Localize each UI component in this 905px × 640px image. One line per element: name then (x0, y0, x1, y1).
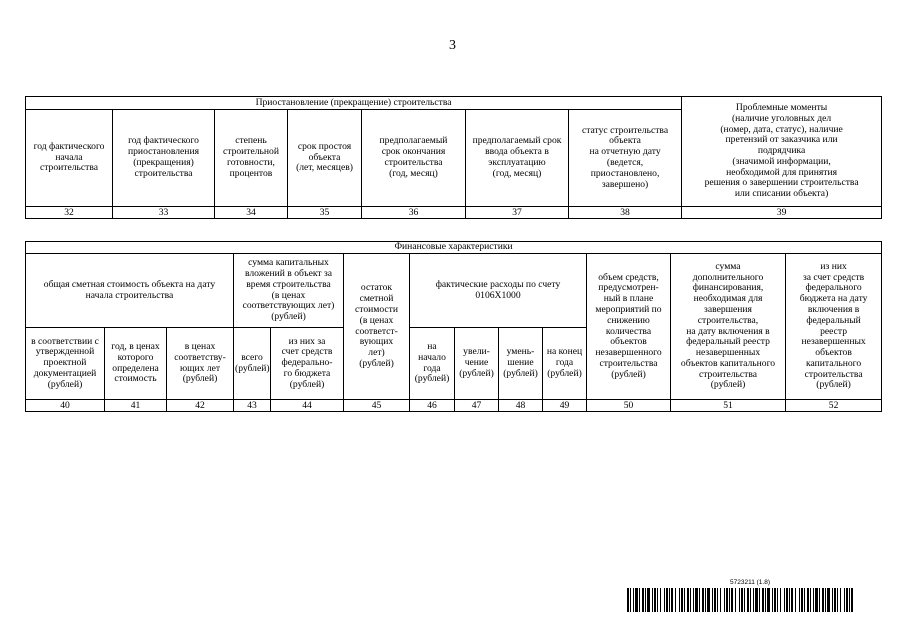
remaining-estimate-header: остаток сметной стоимости (в ценах соответст- вующих лет) (рублей) (344, 254, 410, 400)
column-number: 33 (113, 207, 215, 219)
col-44-header: из них за счет средств федерально- го бюджета (рублей) (271, 328, 344, 400)
column-number: 46 (410, 400, 455, 412)
column-number: 41 (105, 400, 167, 412)
plan-volume-header: объем средств, предусмотрен- ный в плане мероприятий по снижению количества объектов незавершенного строительства (рублей) (587, 254, 671, 400)
column-number: 47 (455, 400, 499, 412)
capital-investment-header: сумма капитальных вложений в объект за время строительства (в ценах соответствующих лет) (рублей) (234, 254, 344, 328)
suspension-table (25, 96, 882, 219)
col-40-header: в соответствии с утвержденной проектной документацией (рублей) (26, 328, 105, 400)
col-35-header: срок простоя объекта (лет, месяцев) (288, 110, 362, 207)
col-42-header: в ценах соответству- ющих лет (рублей) (167, 328, 234, 400)
column-number: 45 (344, 400, 410, 412)
column-number: 43 (234, 400, 271, 412)
column-number: 51 (671, 400, 786, 412)
barcode-icon (627, 588, 857, 612)
column-number: 37 (466, 207, 569, 219)
col-43-header: всего (рублей) (234, 328, 271, 400)
col-41-header: год, в ценах которого определена стоимость (105, 328, 167, 400)
column-number: 36 (362, 207, 466, 219)
additional-financing-header: сумма дополнительного финансирования, необходимая для завершения строительства, на дату включения в федеральный реестр незавершенных объектов капитального строительства (рублей) (671, 254, 786, 400)
actual-expenses-header: фактические расходы по счету 0106Х1000 (410, 254, 587, 328)
column-number: 52 (786, 400, 882, 412)
column-number: 32 (26, 207, 113, 219)
column-number: 38 (569, 207, 682, 219)
col-46-header: на начало года (рублей) (410, 328, 455, 400)
column-number: 39 (682, 207, 882, 219)
column-number: 34 (215, 207, 288, 219)
problem-moments-header: Проблемные моменты (наличие уголовных дел (номер, дата, статус), наличие претензий от заказчика или подрядчика (значимой информации, необходимой для принятия решения о завершении строительства или списании объекта) (682, 97, 882, 207)
financial-group-header: Финансовые характеристики (26, 242, 882, 254)
col-48-header: умень- шение (рублей) (499, 328, 543, 400)
col-32-header: год фактического начала строительства (26, 110, 113, 207)
column-number: 49 (543, 400, 587, 412)
column-number: 42 (167, 400, 234, 412)
column-number: 50 (587, 400, 671, 412)
col-38-header: статус строительства объекта на отчетную дату (ведется, приостановлено, завершено) (569, 110, 682, 207)
page-number: 3 (449, 38, 456, 53)
suspension-group-header: Приостановление (прекращение) строительства (26, 97, 682, 110)
estimate-cost-header: общая сметная стоимость объекта на дату начала строительства (26, 254, 234, 328)
column-number: 40 (26, 400, 105, 412)
financial-table (25, 241, 882, 412)
col-37-header: предполагаемый срок ввода объекта в эксплуатацию (год, месяц) (466, 110, 569, 207)
col-36-header: предполагаемый срок окончания строительства (год, месяц) (362, 110, 466, 207)
column-number: 35 (288, 207, 362, 219)
column-number: 48 (499, 400, 543, 412)
col-33-header: год фактического приостановления (прекращения) строительства (113, 110, 215, 207)
federal-budget-header: из них за счет средств федерального бюджета на дату включения в федеральный реестр незавершенных объектов капитального строительства (рублей) (786, 254, 882, 400)
column-number: 44 (271, 400, 344, 412)
barcode-label: 5723211 (1.8) (730, 579, 770, 586)
col-49-header: на конец года (рублей) (543, 328, 587, 400)
col-47-header: увели- чение (рублей) (455, 328, 499, 400)
col-34-header: степень строительной готовности, процентов (215, 110, 288, 207)
